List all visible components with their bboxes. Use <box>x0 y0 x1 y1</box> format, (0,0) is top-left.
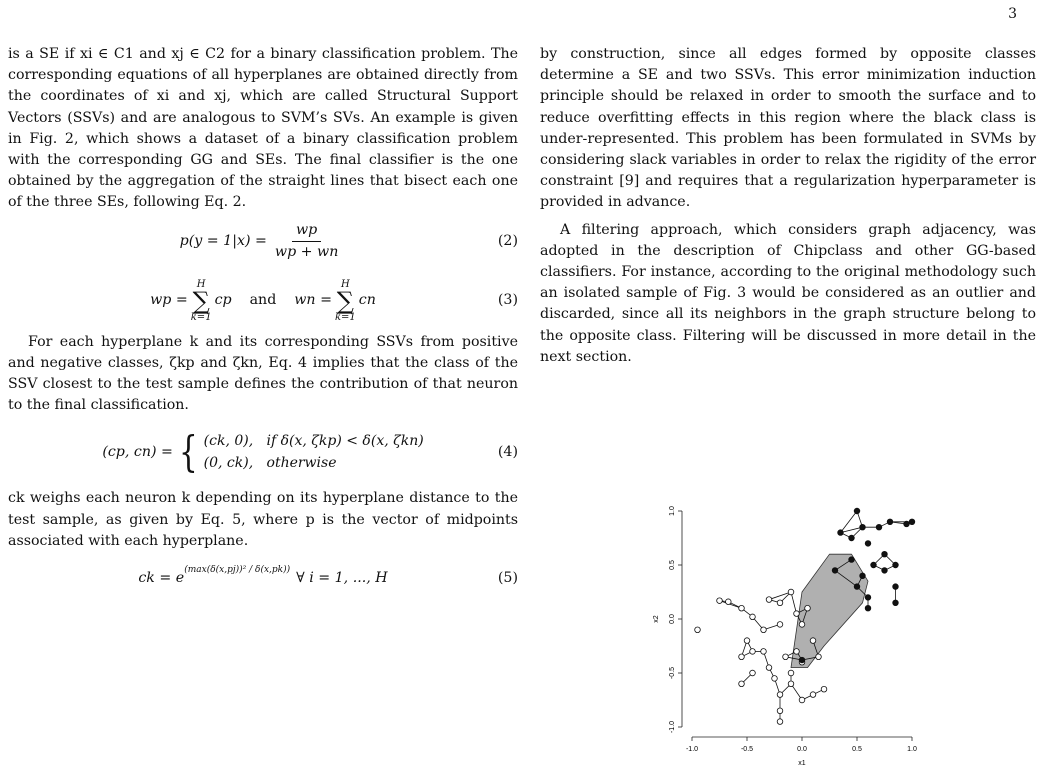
eq3-sum2-bottom: k=1 <box>334 311 356 323</box>
black-point <box>865 541 871 547</box>
white-point <box>750 649 756 655</box>
white-point <box>726 599 732 605</box>
eq2-denominator: wp + wn <box>274 244 339 261</box>
eq2-numerator: wp <box>292 220 321 242</box>
right-column <box>540 44 1036 368</box>
left-paragraph-3: ck weighs each neuron k depending on its hyperplane distance to the test sample, as given by Eq. 5, where p is the vector of midpoints associated with each hyperplane. <box>8 490 518 549</box>
black-point <box>876 524 882 530</box>
left-paragraph-2: For each hyperplane k and its corresponding SSVs from positive and negative classes, ζkp and ζkn, Eq. 4 implies that the class of the SSV closest to the test sample defines the contribution of that neuron to the final classification. <box>8 333 518 414</box>
y-tick-label: 0.5 <box>669 560 676 570</box>
black-point <box>893 584 899 590</box>
eq3-number: (3) <box>497 292 518 309</box>
white-point <box>783 654 789 660</box>
white-point <box>777 708 783 714</box>
white-point <box>805 605 811 611</box>
eq3-sum-bottom: k=1 <box>190 311 212 323</box>
black-point <box>865 595 871 601</box>
eq3-wp: wp = <box>150 292 188 309</box>
black-point <box>893 600 899 606</box>
eq3-sum2-top: H <box>341 278 350 290</box>
black-point <box>854 508 860 514</box>
white-point <box>739 654 745 660</box>
equation-5 <box>8 552 518 606</box>
eq3-sum-top: H <box>196 278 206 290</box>
y-tick-label: -1.0 <box>669 720 676 734</box>
equation-3 <box>8 270 518 332</box>
black-point <box>860 524 866 530</box>
eq5-rhs: ∀ i = 1, ..., H <box>296 570 388 587</box>
eq3-cp: cp <box>214 292 232 309</box>
white-point <box>739 681 745 687</box>
graph-edge <box>791 592 797 614</box>
white-point <box>772 676 778 682</box>
white-point <box>777 719 783 725</box>
left-column <box>8 44 518 606</box>
right-paragraph-1: by construction, since all edges formed by opposite classes determine a SE and two SSVs. This error minimization induction principle should be relaxed in order to smooth the surface and to reduce overfitting effects in this region where the black class is under-represented. This problem has been formulated in SVMs by considering slack variables in order to relax the rigidity of the error constraint [9] and requires that a regularization hyperparameter is provided in advance. <box>540 46 1036 211</box>
white-point <box>717 598 723 604</box>
black-point <box>909 519 915 525</box>
right-paragraph-2: A filtering approach, which considers graph adjacency, was adopted in the description of Chipclass and other GG-based classifiers. For instance, according to the original methodology such an isolated sample of Fig. 3 would be considered as an outlier and discarded, since all its neighbors in the graph structure belong to the opposite class. Filtering will be discussed in more detail in the next section. <box>540 221 1036 365</box>
eq5-number: (5) <box>497 570 518 587</box>
black-point <box>887 519 893 525</box>
x-axis-label: x1 <box>798 760 806 767</box>
white-point <box>794 649 800 655</box>
eq3-sum-2: H ∑ k=1 <box>334 278 356 323</box>
eq3-sum-1: H ∑ k=1 <box>190 278 212 323</box>
figure-3-scatter-plot <box>640 505 940 768</box>
y-tick-label: 0.0 <box>669 614 676 624</box>
white-point <box>739 605 745 611</box>
eq4-case-1: (ck, 0), if δ(x, ζkp) < δ(x, ζkn) <box>203 433 424 450</box>
eq2-fraction <box>271 220 342 263</box>
eq3-and: and <box>249 292 277 309</box>
white-point <box>761 649 767 655</box>
x-tick-label: 0.0 <box>797 746 807 753</box>
x-tick-label: -1.0 <box>685 746 699 753</box>
equation-2 <box>8 214 518 270</box>
white-point <box>799 697 805 703</box>
black-point <box>871 562 877 568</box>
eq5-lhs: ck = e <box>138 570 185 587</box>
white-point <box>766 665 772 671</box>
left-paragraph-1: is a SE if xi ∈ C1 and xj ∈ C2 for a binary classification problem. The corresponding equations of all hyperplanes are obtained directly from the coordinates of xi and xj, which are called Structural Support Vectors (SSVs) and are analogous to SVM’s SVs. An example is given in Fig. 2, which shows a dataset of a binary classification problem with the corresponding GG and SEs. The final classifier is the one obtained by the aggregation of the straight lines that bisect each one of the three SEs, following Eq. 2. <box>8 46 518 211</box>
white-point <box>766 597 772 603</box>
white-point <box>777 622 783 628</box>
white-point <box>788 670 794 676</box>
eq2-lhs: p(y = 1|x) = <box>179 233 267 250</box>
white-point <box>750 670 756 676</box>
eq2-number: (2) <box>497 233 518 250</box>
equation-4 <box>8 416 518 488</box>
eq4-case-2: (0, ck), otherwise <box>203 455 337 472</box>
scatter-plot-svg <box>640 505 940 768</box>
white-point <box>816 654 822 660</box>
eq5-exponent: (max(δ(x,pj))² / δ(x,pk)) <box>184 565 291 576</box>
y-axis-label: x2 <box>653 615 660 623</box>
y-tick-label: 1.0 <box>669 506 676 516</box>
black-point <box>799 657 805 663</box>
black-point <box>893 562 899 568</box>
white-point <box>777 692 783 698</box>
eq3-wn: wn = <box>294 292 332 309</box>
eq4-number: (4) <box>497 443 518 460</box>
white-point <box>794 611 800 617</box>
plot-region <box>653 506 917 767</box>
white-point <box>810 692 816 698</box>
white-point <box>810 638 816 644</box>
white-point <box>788 589 794 595</box>
black-point <box>854 584 860 590</box>
white-point <box>821 686 827 692</box>
white-point <box>799 622 805 628</box>
black-point <box>849 557 855 563</box>
eq4-cases: { (ck, 0), if δ(x, ζkp) < δ(x, ζkn) (0, ck), otherwise <box>178 427 424 477</box>
x-tick-label: 1.0 <box>907 746 917 753</box>
white-point <box>695 627 701 633</box>
white-point <box>744 638 750 644</box>
white-point <box>761 627 767 633</box>
black-point <box>882 551 888 557</box>
black-point <box>882 568 888 574</box>
white-point <box>777 600 783 606</box>
eq3-cn: cn <box>358 292 376 309</box>
x-tick-label: -0.5 <box>740 746 754 753</box>
black-point <box>838 530 844 536</box>
black-point <box>860 573 866 579</box>
black-point <box>904 521 910 527</box>
x-tick-label: 0.5 <box>852 746 862 753</box>
black-point <box>865 605 871 611</box>
black-point <box>832 568 838 574</box>
white-point <box>750 614 756 620</box>
eq4-lhs: (cp, cn) = <box>102 443 173 460</box>
white-point <box>788 681 794 687</box>
black-point <box>849 535 855 541</box>
y-tick-label: -0.5 <box>669 666 676 680</box>
page-number: 3 <box>1008 6 1017 22</box>
